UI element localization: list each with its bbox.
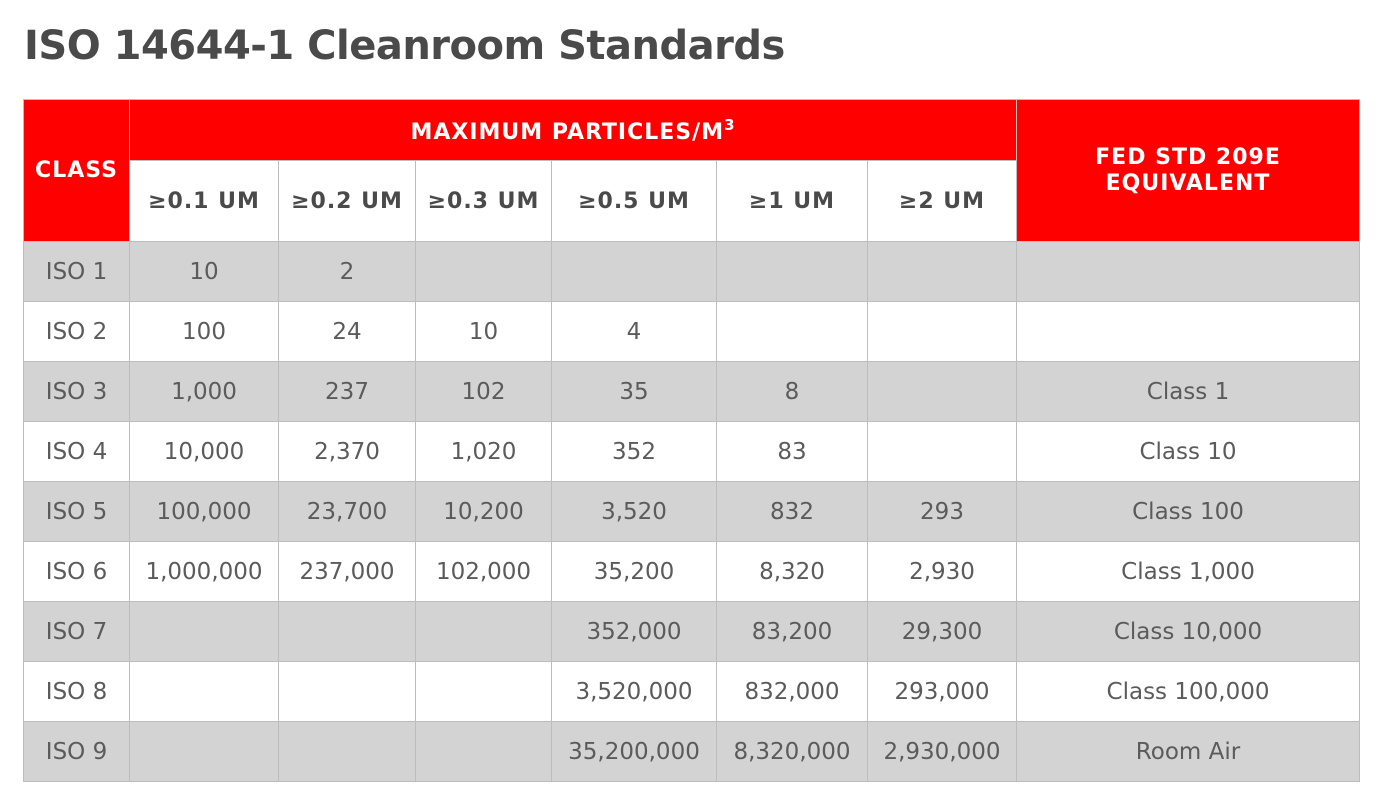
value-cell — [416, 242, 552, 302]
value-cell: 10 — [416, 302, 552, 362]
value-cell: 237,000 — [279, 542, 416, 602]
value-cell: 24 — [279, 302, 416, 362]
class-cell: ISO 3 — [24, 362, 130, 422]
class-cell: ISO 6 — [24, 542, 130, 602]
value-cell: 1,000 — [130, 362, 279, 422]
value-cell: 352,000 — [552, 602, 717, 662]
value-cell: 3,520 — [552, 482, 717, 542]
class-cell: ISO 4 — [24, 422, 130, 482]
size-header-2um: ≥2 UM — [868, 161, 1017, 242]
table-row-iso-6 — [24, 542, 1360, 602]
size-header-0-1um: ≥0.1 UM — [130, 161, 279, 242]
value-cell: 100 — [130, 302, 279, 362]
value-cell: 35,200,000 — [552, 722, 717, 782]
fed-equivalent-cell — [1017, 242, 1360, 302]
value-cell: 293,000 — [868, 662, 1017, 722]
value-cell — [552, 242, 717, 302]
class-cell: ISO 9 — [24, 722, 130, 782]
fed-equivalent-cell: Class 1 — [1017, 362, 1360, 422]
value-cell — [717, 242, 868, 302]
value-cell: 8,320,000 — [717, 722, 868, 782]
value-cell — [130, 722, 279, 782]
value-cell: 2,930 — [868, 542, 1017, 602]
value-cell: 102 — [416, 362, 552, 422]
class-header: CLASS — [24, 100, 130, 242]
value-cell: 83 — [717, 422, 868, 482]
value-cell: 8,320 — [717, 542, 868, 602]
class-cell: ISO 7 — [24, 602, 130, 662]
value-cell: 4 — [552, 302, 717, 362]
fed-equivalent-cell: Class 100,000 — [1017, 662, 1360, 722]
value-cell — [130, 662, 279, 722]
value-cell: 832,000 — [717, 662, 868, 722]
max-particles-superscript: 3 — [724, 115, 736, 134]
value-cell: 293 — [868, 482, 1017, 542]
class-cell: ISO 5 — [24, 482, 130, 542]
table-row-iso-2 — [24, 302, 1360, 362]
value-cell: 83,200 — [717, 602, 868, 662]
fed-equivalent-cell: Class 10 — [1017, 422, 1360, 482]
value-cell — [416, 662, 552, 722]
size-header-1um: ≥1 UM — [717, 161, 868, 242]
value-cell: 832 — [717, 482, 868, 542]
value-cell: 2,930,000 — [868, 722, 1017, 782]
header-row-top — [24, 100, 1360, 161]
value-cell — [130, 602, 279, 662]
size-header-0-5um: ≥0.5 UM — [552, 161, 717, 242]
size-header-0-3um: ≥0.3 UM — [416, 161, 552, 242]
class-cell: ISO 1 — [24, 242, 130, 302]
fed-equivalent-cell: Class 100 — [1017, 482, 1360, 542]
fed-equivalent-cell: Class 10,000 — [1017, 602, 1360, 662]
value-cell: 3,520,000 — [552, 662, 717, 722]
value-cell — [868, 302, 1017, 362]
fed-std-line2: EQUIVALENT — [1105, 170, 1271, 196]
class-cell: ISO 2 — [24, 302, 130, 362]
size-header-0-2um: ≥0.2 UM — [279, 161, 416, 242]
fed-equivalent-cell — [1017, 302, 1360, 362]
value-cell — [868, 422, 1017, 482]
value-cell — [868, 242, 1017, 302]
page-title: ISO 14644-1 Cleanroom Standards — [24, 23, 785, 69]
value-cell: 102,000 — [416, 542, 552, 602]
table-row-iso-5 — [24, 482, 1360, 542]
value-cell: 10,200 — [416, 482, 552, 542]
class-cell: ISO 8 — [24, 662, 130, 722]
value-cell: 1,020 — [416, 422, 552, 482]
value-cell: 1,000,000 — [130, 542, 279, 602]
value-cell — [416, 722, 552, 782]
table-row-iso-4 — [24, 422, 1360, 482]
value-cell: 35 — [552, 362, 717, 422]
value-cell: 35,200 — [552, 542, 717, 602]
value-cell — [868, 362, 1017, 422]
fed-equivalent-cell: Room Air — [1017, 722, 1360, 782]
fed-equivalent-cell: Class 1,000 — [1017, 542, 1360, 602]
value-cell — [279, 662, 416, 722]
value-cell: 10 — [130, 242, 279, 302]
table-row-iso-7 — [24, 602, 1360, 662]
value-cell: 23,700 — [279, 482, 416, 542]
fed-std-line1: FED STD 209E — [1095, 144, 1281, 170]
value-cell — [279, 722, 416, 782]
max-particles-label: MAXIMUM PARTICLES/M — [410, 119, 725, 145]
table-row-iso-8 — [24, 662, 1360, 722]
value-cell: 237 — [279, 362, 416, 422]
value-cell: 29,300 — [868, 602, 1017, 662]
table-row-iso-1 — [24, 242, 1360, 302]
max-particles-header — [130, 100, 1017, 161]
value-cell — [279, 602, 416, 662]
value-cell: 10,000 — [130, 422, 279, 482]
fed-std-header — [1017, 100, 1360, 242]
value-cell: 8 — [717, 362, 868, 422]
table-row-iso-3 — [24, 362, 1360, 422]
cleanroom-standards-table — [23, 99, 1360, 782]
table-row-iso-9 — [24, 722, 1360, 782]
value-cell: 2 — [279, 242, 416, 302]
value-cell — [717, 302, 868, 362]
value-cell: 100,000 — [130, 482, 279, 542]
value-cell: 352 — [552, 422, 717, 482]
value-cell — [416, 602, 552, 662]
value-cell: 2,370 — [279, 422, 416, 482]
